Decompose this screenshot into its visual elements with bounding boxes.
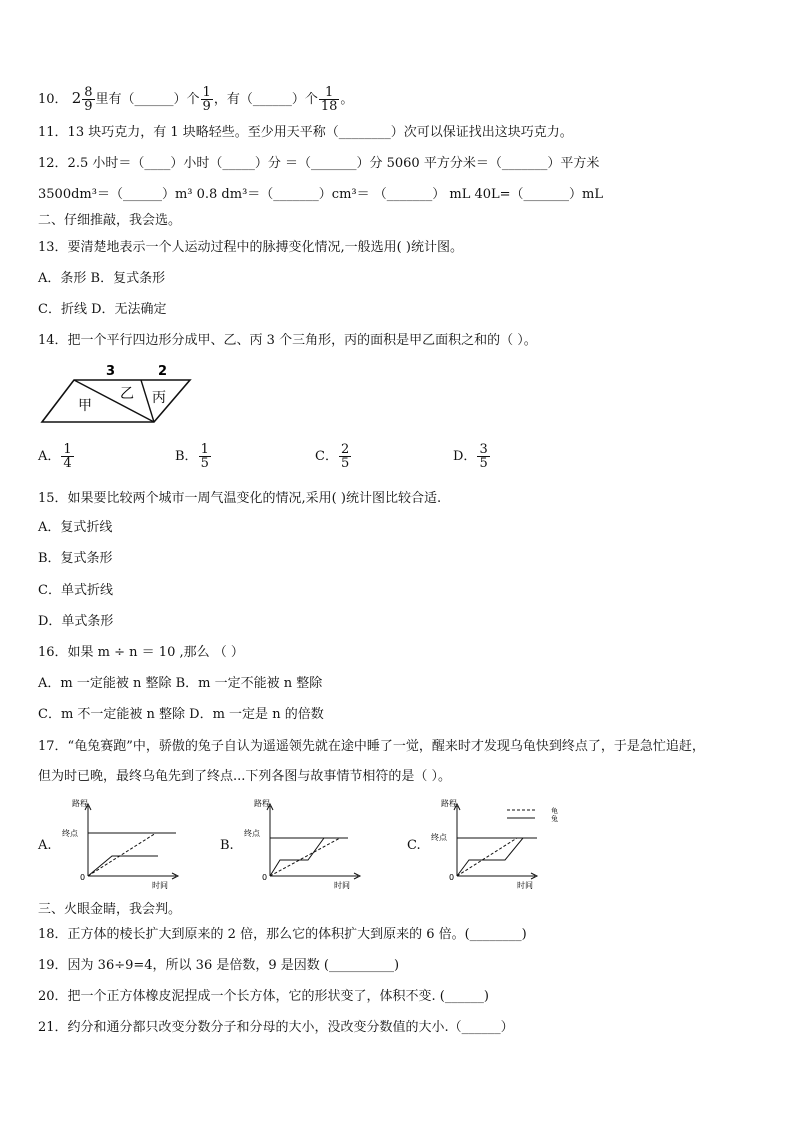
- parallelogram-figure: [38, 360, 198, 428]
- svg-text:终点: 终点: [62, 829, 78, 838]
- q17-option-c-label[interactable]: C.: [407, 838, 421, 853]
- fraction: $\frac{1}{9}$: [202, 85, 211, 114]
- label-jia: 甲: [78, 398, 92, 414]
- q15-option-b[interactable]: B．复式条形: [38, 551, 113, 566]
- question-19: 19．因为 36÷9=4，所以 36 是倍数，9 是因数 (__________): [38, 958, 400, 973]
- q14-option-b[interactable]: B． $\frac{1}{5}$: [175, 442, 209, 471]
- section-3-heading: 三、火眼金睛，我会判。: [38, 902, 182, 917]
- q15-option-d[interactable]: D．单式条形: [38, 614, 114, 629]
- question-17-line1: 17．“龟兔赛跑”中，骄傲的兔子自认为遥遥领先就在途中睡了一觉，醒来时才发现乌龟快到终点了，于是急忙追赶，: [38, 739, 705, 754]
- question-20: 20．把一个正方体橡皮泥捏成一个长方体，它的形状变了，体积不变. (______): [38, 989, 489, 1004]
- question-13: 13．要清楚地表示一个人运动过程中的脉搏变化情况,一般选用( )统计图。: [38, 240, 463, 255]
- q17-graph-c[interactable]: [427, 796, 577, 892]
- legend-rabbit: 兔: [551, 815, 558, 823]
- q13-options-row2: C．折线 D．无法确定: [38, 302, 167, 317]
- question-16: 16．如果 m ÷ n ＝ 10 ,那么 （ ）: [38, 645, 244, 660]
- legend-tortoise: 龟: [551, 807, 558, 815]
- label-yi: 乙: [120, 386, 134, 402]
- question-15: 15．如果要比较两个城市一周气温变化的情况,采用( )统计图比较合适.: [38, 491, 442, 506]
- q15-option-c[interactable]: C．单式折线: [38, 583, 113, 598]
- q16-options-row2: C．m 不一定能被 n 整除 D．m 一定是 n 的倍数: [38, 707, 324, 722]
- svg-text:终点: 终点: [244, 829, 260, 838]
- question-11: 11．13 块巧克力，有 1 块略轻些。至少用天平称（________）次可以保证找出这块巧克力。: [38, 125, 573, 140]
- q17-option-b-label[interactable]: B.: [220, 838, 234, 853]
- svg-text:终点: 终点: [431, 833, 447, 842]
- section-2-heading: 二、仔细推敲，我会选。: [38, 213, 182, 228]
- question-12-part1: 12．2.5 小时＝（____）小时（_____）分 ＝（_______）分 5060 平方分米＝（_______）平方米: [38, 156, 600, 171]
- label-2: 2: [158, 364, 168, 379]
- question-14: 14．把一个平行四边形分成甲、乙、丙 3 个三角形，丙的面积是甲乙面积之和的（ ）。: [38, 333, 537, 348]
- question-17-line2: 但为时已晚，最终乌龟先到了终点...下列各图与故事情节相符的是（ ）。: [38, 769, 452, 784]
- q13-options-row1: A．条形 B．复式条形: [38, 271, 166, 286]
- q14-option-c[interactable]: C． $\frac{2}{5}$: [315, 442, 350, 471]
- svg-text:路程: 路程: [254, 799, 270, 808]
- svg-text:时间: 时间: [334, 881, 350, 890]
- label-3: 3: [106, 364, 116, 379]
- q14-option-a[interactable]: A． $\frac{1}{4}$: [38, 442, 72, 471]
- svg-text:0: 0: [449, 873, 455, 882]
- svg-text:时间: 时间: [517, 881, 533, 890]
- q17-graph-a[interactable]: [58, 796, 188, 892]
- label-bing: 丙: [152, 390, 166, 406]
- svg-text:路程: 路程: [441, 799, 457, 808]
- q17-option-a-label[interactable]: A.: [38, 838, 52, 853]
- svg-text:0: 0: [80, 873, 86, 882]
- q16-options-row1: A．m 一定能被 n 整除 B．m 一定不能被 n 整除: [38, 676, 323, 691]
- svg-text:0: 0: [262, 873, 268, 882]
- q15-option-a[interactable]: A．复式折线: [38, 520, 113, 535]
- question-10: 10． 2 $\frac{8}{9}$ 里有（______）个 $\frac{1}{9}$ ，有（______）个 $\frac{1}{18}$ 。: [38, 85, 354, 114]
- q14-option-d[interactable]: D． $\frac{3}{5}$: [453, 442, 488, 471]
- q17-graph-b[interactable]: [240, 796, 370, 892]
- fraction: $\frac{1}{18}$: [320, 85, 338, 114]
- question-18: 18．正方体的棱长扩大到原来的 2 倍，那么它的体积扩大到原来的 6 倍。(________): [38, 927, 527, 942]
- question-21: 21．约分和通分都只改变分数分子和分母的大小，没改变分数值的大小.（______）: [38, 1020, 514, 1035]
- svg-text:路程: 路程: [72, 799, 88, 808]
- fraction: $\frac{8}{9}$: [84, 85, 93, 114]
- svg-text:时间: 时间: [152, 881, 168, 890]
- question-12-part2: 3500dm³＝（______）m³ 0.8 dm³＝（_______）cm³＝ （_______） mL 40L=（_______）mL: [38, 187, 603, 202]
